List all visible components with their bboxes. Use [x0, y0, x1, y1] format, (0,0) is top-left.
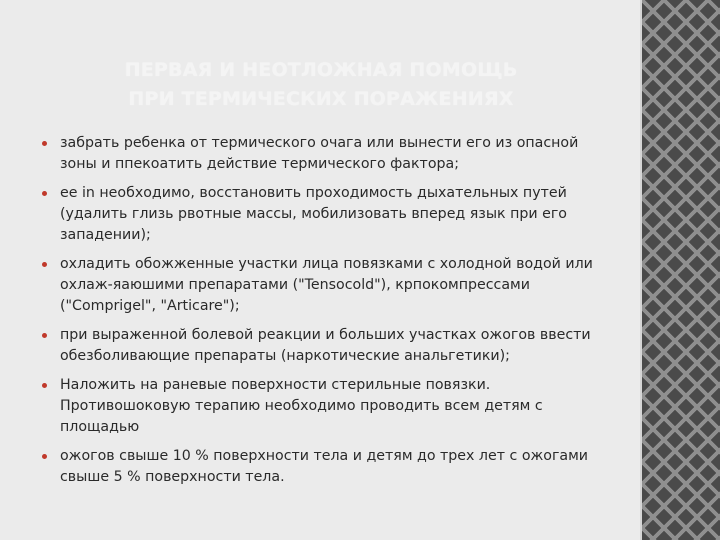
decorative-pattern-panel — [642, 0, 720, 540]
bullet-dot-icon — [42, 141, 47, 146]
bullet-dot-icon — [42, 333, 47, 338]
bullet-dot-icon — [42, 262, 47, 267]
bullet-text: забрать ребенка от термического очага или вынести его из опасной зоны и ппекоатить действие термического фактора; — [60, 135, 579, 172]
bullet-item — [42, 254, 602, 317]
bullet-dot-icon — [42, 191, 47, 196]
slide-title — [30, 56, 612, 114]
bullet-item — [42, 325, 602, 367]
bullet-dot-icon — [42, 454, 47, 459]
bullet-text: охладить обожженные участки лица повязками с холодной водой или охлаж-яаюшими препаратами ("Tensocold"), крпокомпрессами ("Comprigel", "Articare"); — [60, 256, 593, 314]
bullet-text: ее in необходимо, восстановить проходимость дыхательных путей (удалить глизь рвотные массы, мобилизовать вперед язык при его западении); — [60, 185, 567, 243]
bullet-item — [42, 446, 602, 488]
bullet-text: ожогов свыше 10 % поверхности тела и детям до трех лет с ожогами свыше 5 % поверхности тела. — [60, 448, 589, 485]
bullet-item — [42, 133, 602, 175]
bullet-dot-icon — [42, 383, 47, 388]
slide-title-line-2: ПРИ ТЕРМИЧЕСКИХ ПОРАЖЕНИЯХ — [128, 88, 514, 110]
bullet-text: Наложить на раневые поверхности стерильные повязки. Противошоковую терапию необходимо проводить всем детям с площадью — [60, 377, 543, 435]
bullet-list — [42, 133, 602, 496]
bullet-item — [42, 375, 602, 438]
bullet-text: при выраженной болевой реакции и больших участках ожогов ввести обезболивающие препараты (наркотические анальгетики); — [60, 327, 591, 364]
slide-title-line-1: ПЕРВАЯ И НЕОТЛОЖНАЯ ПОМОЩЬ — [124, 59, 518, 81]
bullet-item — [42, 183, 602, 246]
